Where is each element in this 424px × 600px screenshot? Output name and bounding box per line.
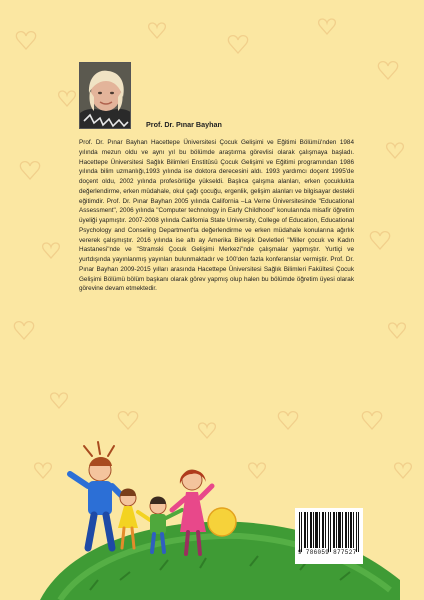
barcode-bars xyxy=(295,512,363,554)
author-biography xyxy=(79,138,354,294)
biography-text: Prof. Dr. Pınar Bayhan Hacettepe Üniversitesi Çocuk Gelişimi ve Eğitimi Bölümü'nden 1984 yılında mezun oldu ve aynı yıl bu bölümde araştırma görevlisi olarak çalışmaya başladı. Hacettepe Üniversitesi Sağlık Bilimleri Enstitüsü Çocuk Gelişimi ve Eğitimi programından 1986 yılında bilim uzmanlığı,1993 yılında ise doktora derecesini aldı. 1993 yardımcı doçent 1995'de doçent oldu, 2002 yılında profesörlüğe yükseldi. Başlıca çalışma alanları, erken çocuklukta değerlendirme, erken müdahale, okul çağı çocuğu, ergenlik, gelişim alanları ve bilgisayar destekli eğitimdir. Prof. Dr. Pınar Bayhan 2005 yılında California –La Verne Üniversitesinde "Educational Assessment", 2006 yılında "Computer technology in Early Childhood" konularında misafir öğretim üyeliği yapmıştır. 2007-2008 yılında California State University, College of Education, Educational Psychology and Conseling Department'ta değerlendirme ve erken müdahale konularına ağırlık vererek çalışmıştır. 2016 yılında ise altı ay Amerika Birleşik Devletleri "Miller çocuk ve Kadın Hastanesi"nde ve "Stramski Çocuk Gelişimi Merkezi"nde çalışmalar yapmıştır. Yurtiçi ve yurtdışında yayınlanmış yayınları bulunmaktadır ve 100'den fazla konferanslar vermiştir. Prof. Dr. Pınar Bayhan 2009-2015 yılları arasında Hacettepe Üniversitesi Sağlık Bilimleri Fakültesi Çocuk Gelişimi Bölümü bölüm başkanı olarak görev yapmış olup halen bu bölümde öğretim üyesi olarak görevine devam etmektedir. xyxy=(79,139,354,293)
author-name: Prof. Dr. Pınar Bayhan xyxy=(146,120,222,129)
father-figure xyxy=(70,442,126,548)
author-photo xyxy=(79,62,131,129)
barcode-number: 9 786059 877527 xyxy=(298,549,357,556)
portrait-image xyxy=(80,63,131,129)
